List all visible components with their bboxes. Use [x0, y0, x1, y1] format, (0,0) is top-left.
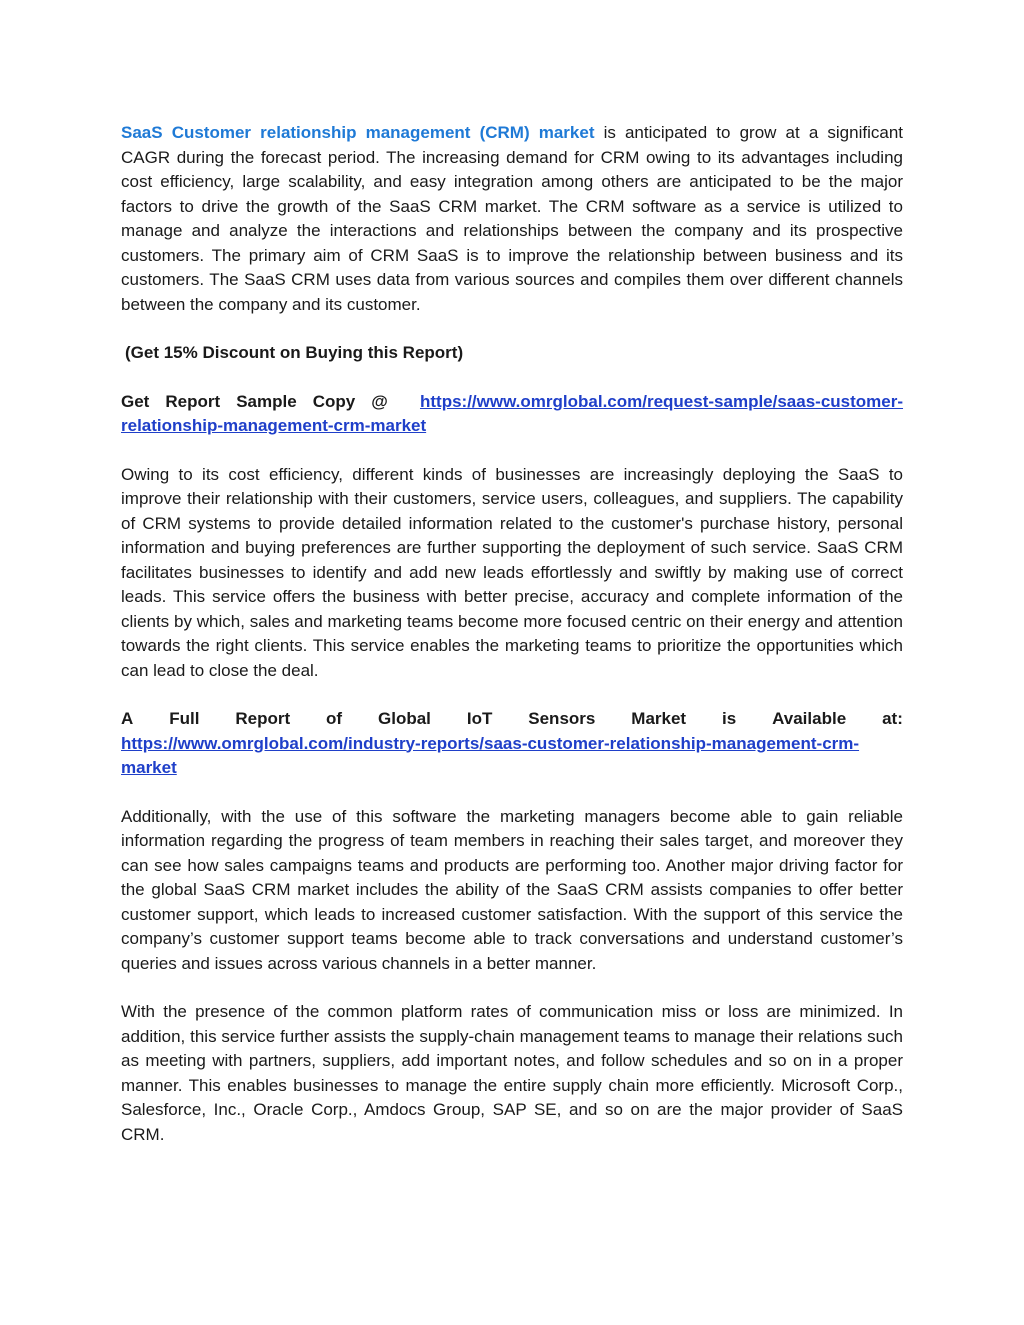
intro-text: is anticipated to grow at a significant CAGR during the forecast period. The increasing demand for CRM owing to its advantages including cost efficiency, large scalability, and easy integration among others are anticipated to be the major factors to drive the growth of the SaaS CRM market. The CRM software as a service is utilized to manage and analyze the interactions and relationships between the company and its prospective customers. The primary aim of CRM SaaS is to improve the relationship between business and its customers. The SaaS CRM uses data from various sources and compiles them over different channels between the company and its customer.: [121, 123, 903, 314]
full-report-link[interactable]: https://www.omrglobal.com/industry-reports/saas-customer-relationship-management-crm-market: [121, 733, 860, 777]
full-report-word: A: [121, 709, 134, 728]
full-report-block: [121, 707, 903, 781]
intro-paragraph: [121, 121, 903, 317]
full-report-word: at:: [882, 709, 903, 728]
full-report-heading: [121, 707, 903, 732]
discount-offer: (Get 15% Discount on Buying this Report): [125, 343, 464, 362]
full-report-word: Report: [235, 709, 291, 728]
body-paragraph-2: Owing to its cost efficiency, different kinds of businesses are increasingly deploying the SaaS to improve their relationship with their customers, service users, colleagues, and suppliers. The capability of CRM systems to provide detailed information related to the customer's purchase history, personal information and buying preferences are further supporting the deployment of such service. SaaS CRM facilitates businesses to identify and add new leads effortlessly and swiftly by making use of correct leads. This service offers the business with better precise, accuracy and complete information of the clients by which, sales and marketing teams become more focused centric on their energy and attention towards the right clients. This service enables the marketing teams to prioritize the opportunities which can lead to close the deal.: [121, 464, 903, 680]
full-report-word: is: [722, 709, 737, 728]
full-report-word: Available: [772, 709, 847, 728]
sample-link[interactable]: https://www.omrglobal.com/request-sample/saas-customer-relationship-management-crm-market: [121, 391, 904, 435]
full-report-word: Global: [378, 709, 431, 728]
full-report-word: of: [326, 709, 343, 728]
market-title-link[interactable]: SaaS Customer relationship management (CRM) market: [121, 123, 595, 142]
full-report-word: Sensors: [528, 709, 596, 728]
body-paragraph-4: With the presence of the common platform rates of communication miss or loss are minimized. In addition, this service further assists the supply-chain management teams to manage their relations such as meeting with partners, suppliers, add important notes, and follow schedules and so on in a proper manner. This enables businesses to manage the entire supply chain more efficiently. Microsoft Corp., Salesforce, Inc., Oracle Corp., Amdocs Group, SAP SE, and so on are the major provider of SaaS CRM.: [121, 1002, 903, 1144]
full-report-word: Market: [631, 709, 687, 728]
sample-request: [121, 390, 903, 439]
document-page: [121, 121, 903, 1147]
full-report-word: IoT: [466, 709, 493, 728]
full-report-word: Full: [169, 709, 200, 728]
sample-label: Get Report Sample Copy @: [121, 391, 404, 411]
body-paragraph-3: Additionally, with the use of this software the marketing managers become able to gain reliable information regarding the progress of team members in reaching their sales target, and moreover they can see how sales campaigns teams and products are performing too. Another major driving factor for the global SaaS CRM market includes the ability of the SaaS CRM assists companies to offer better customer support, which leads to increased customer satisfaction. With the support of this service the company’s customer support teams become able to track conversations and understand customer’s queries and issues across various channels in a better manner.: [121, 806, 903, 973]
